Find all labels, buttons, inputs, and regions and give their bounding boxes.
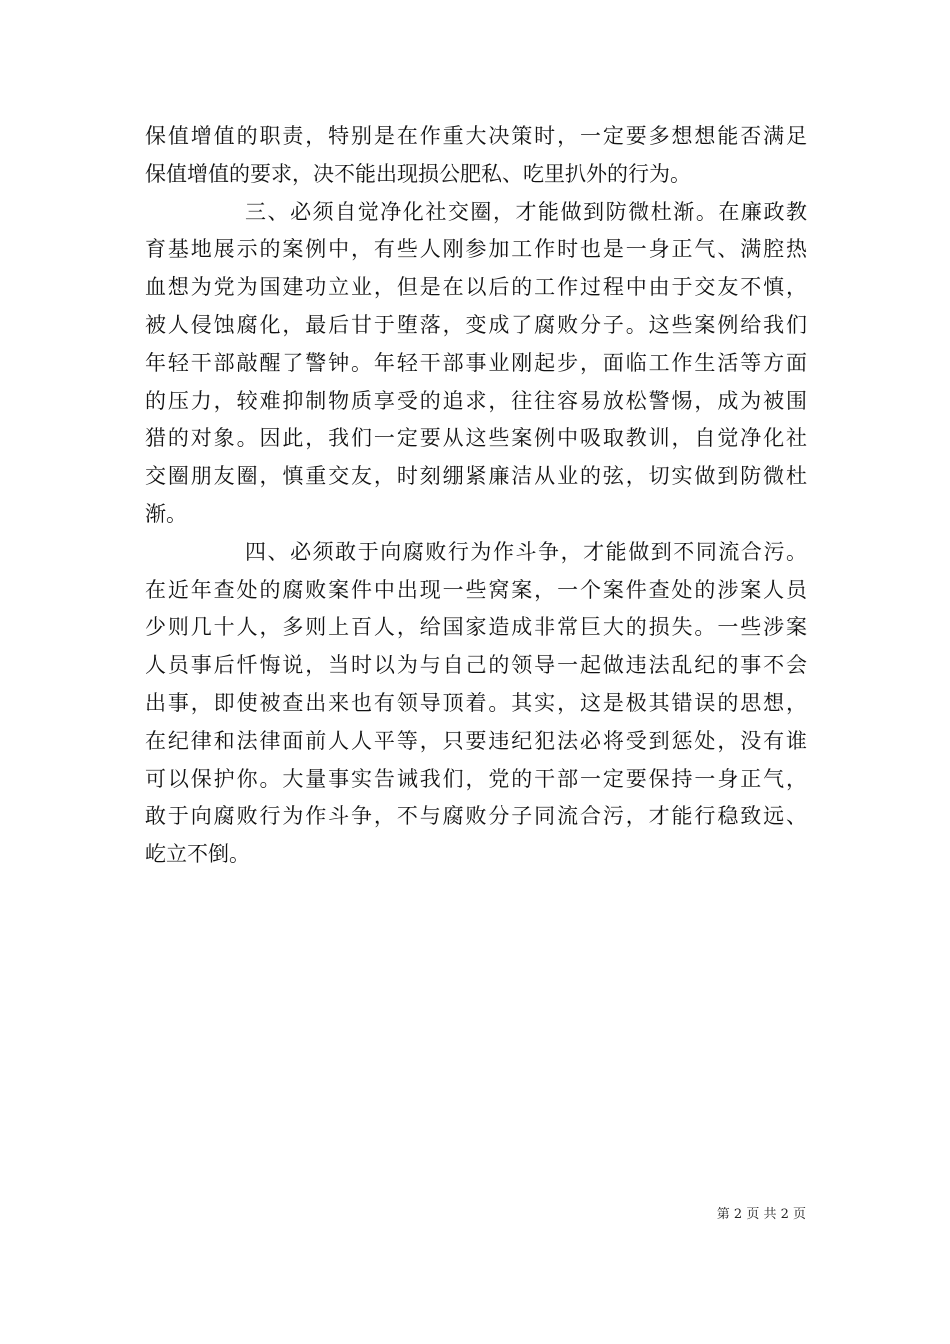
text-line: 猎的对象。因此，我们一定要从这些案例中吸取教训，自觉净化社 — [145, 426, 807, 451]
paragraph-1 — [145, 118, 807, 194]
paragraph-3 — [145, 534, 807, 874]
text-line: 血想为党为国建功立业，但是在以后的工作过程中由于交友不慎， — [145, 275, 807, 300]
text-line: 敢于向腐败行为作斗争，不与腐败分子同流合污，才能行稳致远、 — [145, 804, 807, 829]
text-line: 渐。 — [145, 501, 187, 526]
text-line: 的压力，较难抑制物质享受的追求，往往容易放松警惕，成为被围 — [145, 388, 807, 413]
text-line: 育基地展示的案例中，有些人刚参加工作时也是一身正气、满腔热 — [145, 237, 807, 262]
text-line: 人员事后忏悔说，当时以为与自己的领导一起做违法乱纪的事不会 — [145, 653, 807, 678]
text-line: 在近年查处的腐败案件中出现一些窝案，一个案件查处的涉案人员 — [145, 577, 807, 602]
text-line: 四、必须敢于向腐败行为作斗争，才能做到不同流合污。 — [245, 539, 807, 564]
text-line: 被人侵蚀腐化，最后甘于堕落，变成了腐败分子。这些案例给我们 — [145, 312, 807, 337]
text-line: 保值增值的要求，决不能出现损公肥私、吃里扒外的行为。 — [145, 161, 691, 186]
text-line: 三、必须自觉净化社交圈，才能做到防微杜渐。在廉政教 — [245, 199, 807, 224]
text-line: 年轻干部敲醒了警钟。年轻干部事业刚起步，面临工作生活等方面 — [145, 350, 807, 375]
text-line: 少则几十人，多则上百人，给国家造成非常巨大的损失。一些涉案 — [145, 615, 807, 640]
document-body — [145, 118, 807, 874]
text-line: 交圈朋友圈，慎重交友，时刻绷紧廉洁从业的弦，切实做到防微杜 — [145, 464, 807, 489]
paragraph-2 — [145, 194, 807, 534]
page-number: 第 2 页 共 2 页 — [716, 1207, 806, 1222]
text-line: 保值增值的职责，特别是在作重大决策时，一定要多想想能否满足 — [145, 124, 807, 148]
text-line: 在纪律和法律面前人人平等，只要违纪犯法必将受到惩处，没有谁 — [145, 728, 807, 753]
text-line: 屹立不倒。 — [145, 842, 250, 867]
text-line: 可以保护你。大量事实告诫我们，党的干部一定要保持一身正气， — [145, 766, 807, 791]
text-line: 出事，即使被查出来也有领导顶着。其实，这是极其错误的思想， — [145, 690, 807, 715]
